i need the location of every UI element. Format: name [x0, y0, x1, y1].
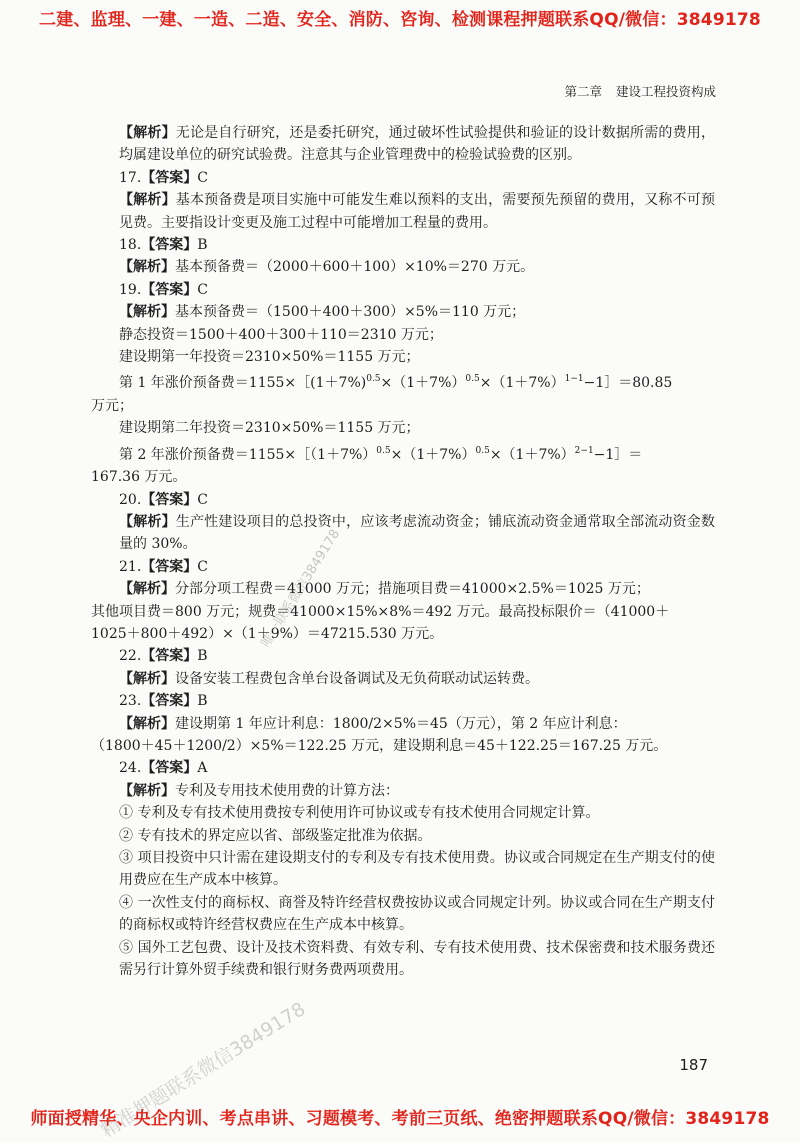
line-text: 第 2 年涨价预备费$=1155\times[(1+7\%)^{0.5}\times(1+7\%)^{0.5}\times(1+7\%)^{2-1}-1]=$ — [119, 445, 643, 463]
line-text: ③ 项目投资中只计需在建设期支付的专利及专有技术使用费。协议或合同规定在生产期支付的使用费应在生产成本中核算。 — [119, 850, 715, 889]
text-line — [91, 757, 715, 779]
analysis-label: 【解析】 — [119, 513, 176, 530]
answer-label: 【答案】 — [141, 558, 198, 575]
analysis-label: 【解析】 — [119, 125, 176, 141]
line-text: 专利及专用技术使用费的计算方法： — [175, 782, 399, 799]
analysis-label: 【解析】 — [119, 670, 175, 687]
text-line — [91, 440, 715, 466]
question-number: 19. — [119, 281, 142, 298]
question-number: 18. — [119, 237, 142, 254]
text-line — [91, 189, 715, 234]
line-text: B — [197, 648, 208, 665]
line-text: C — [197, 281, 208, 298]
line-text: C — [197, 558, 208, 575]
line-text: B — [197, 237, 208, 254]
text-line — [91, 780, 715, 802]
running-head — [564, 82, 716, 100]
line-text: 无论是自行研究，还是委托研究，通过破坏性试验提供和验证的设计数据所需的费用，均属建设单位的研究试验费。注意其与企业管理费中的检验试验费的区别。 — [119, 125, 715, 164]
line-text: 万元； — [91, 397, 133, 414]
text-line — [91, 556, 715, 578]
text-line — [91, 167, 715, 189]
line-text: 建设期第一年投资＝2310×50%＝1155 万元； — [119, 349, 420, 366]
line-text: 1025＋800＋492）×（1＋9%）＝47215.530 万元。 — [91, 625, 444, 642]
text-line — [91, 395, 715, 417]
question-number: 17. — [119, 169, 142, 186]
line-text: 生产性建设项目的总投资中，应该考虑流动资金；铺底流动资金通常取全部流动资金数量的 30%。 — [119, 513, 715, 553]
line-text: A — [197, 760, 208, 777]
document-body — [91, 122, 715, 981]
text-line — [91, 122, 715, 167]
line-text: 设备安装工程费包含单台设备调试及无负荷联动试运转费。 — [175, 670, 539, 687]
text-line — [91, 601, 715, 623]
watermark-text: 唯一联系微信3849178 — [258, 526, 344, 651]
text-line — [91, 847, 715, 892]
text-line — [91, 466, 715, 488]
question-number: 22. — [119, 648, 142, 665]
text-line — [91, 645, 715, 667]
line-text: 静态投资＝1500＋400＋300＋110＝2310 万元； — [119, 326, 443, 343]
line-text: 基本预备费＝（2000＋600＋100）×10%＝270 万元。 — [175, 259, 535, 276]
text-line — [91, 623, 715, 645]
question-number: 23. — [119, 693, 142, 710]
text-line — [91, 690, 715, 712]
text-line — [91, 802, 715, 824]
analysis-label: 【解析】 — [119, 782, 175, 799]
line-text: ④ 一次性支付的商标权、商誉及特许经营权费按协议或合同规定计列。协议或合同在生产期支付的商标权或特许经营权费应在生产成本中核算。 — [119, 894, 715, 934]
text-line — [91, 301, 715, 323]
text-line — [91, 668, 715, 690]
line-text: （1800＋45＋1200/2）×5%＝122.25 万元，建设期利息＝45＋122.25＝167.25 万元。 — [91, 737, 668, 754]
answer-label: 【答案】 — [141, 169, 198, 186]
line-text: 167.36 万元。 — [91, 469, 187, 486]
line-text: 分部分项工程费＝41000 万元；措施项目费＝41000×2.5%＝1025 万元； — [175, 581, 650, 598]
text-line — [91, 324, 715, 346]
bottom-banner: 师面授精华、央企内训、考点串讲、习题模考、考前三页纸、绝密押题联系QQ/微信：3849178 — [30, 1109, 770, 1129]
question-number: 20. — [119, 491, 142, 508]
answer-label: 【答案】 — [141, 491, 198, 508]
page-number: 187 — [679, 1056, 708, 1074]
analysis-label: 【解析】 — [119, 715, 175, 732]
line-text: ⑤ 国外工艺包费、设计及技术资料费、有效专利、专有技术使用费、技术保密费和技术服务费还需另行计算外贸手续费和银行财务费两项费用。 — [119, 939, 715, 979]
line-text: ① 专利及专有技术使用费按专利使用许可协议或专有技术使用合同规定计算。 — [119, 805, 600, 822]
text-line — [91, 825, 715, 847]
analysis-label: 【解析】 — [119, 581, 175, 598]
text-line — [91, 417, 715, 439]
text-line — [91, 234, 715, 256]
answer-label: 【答案】 — [141, 237, 198, 254]
watermark-text-bottom: 精准押题联系微信3849178 — [97, 998, 310, 1143]
top-banner: 二建、监理、一建、一造、二造、安全、消防、咨询、检测课程押题联系QQ/微信：3849178 — [39, 10, 761, 30]
line-text: ② 专有技术的界定应以省、部级鉴定批准为依据。 — [119, 827, 432, 844]
answer-label: 【答案】 — [141, 693, 198, 710]
text-line — [91, 279, 715, 301]
line-text: B — [197, 693, 208, 710]
text-line — [91, 892, 715, 937]
question-number: 21. — [119, 558, 142, 575]
line-text: C — [197, 491, 208, 508]
text-line — [91, 256, 715, 278]
answer-label: 【答案】 — [141, 281, 198, 298]
question-number: 24. — [119, 760, 142, 777]
text-line — [91, 346, 715, 368]
line-text: 其他项目费＝800 万元；规费＝41000×15%×8%＝492 万元。最高投标限价＝（41000＋ — [91, 603, 670, 620]
line-text: 基本预备费＝（1500＋400＋300）×5%＝110 万元； — [175, 304, 526, 321]
line-text: 基本预备费是项目实施中可能发生难以预料的支出，需要预先预留的费用，又称不可预见费。主要指设计变更及施工过程中可能增加工程量的费用。 — [119, 192, 715, 231]
answer-label: 【答案】 — [141, 648, 198, 665]
analysis-label: 【解析】 — [119, 304, 175, 321]
text-line — [91, 937, 715, 982]
line-text: C — [197, 169, 208, 186]
chapter-title: 建设工程投资构成 — [615, 84, 716, 99]
text-line — [91, 713, 715, 735]
line-text: 建设期第 1 年应计利息：1800/2×5%＝45（万元），第 2 年应计利息： — [175, 715, 627, 732]
line-text: 建设期第二年投资＝2310×50%＝1155 万元； — [119, 420, 420, 437]
text-line — [91, 578, 715, 600]
analysis-label: 【解析】 — [119, 259, 175, 276]
text-line — [91, 735, 715, 757]
text-line — [91, 511, 715, 556]
analysis-label: 【解析】 — [119, 192, 176, 209]
line-text: 第 1 年涨价预备费$=1155\times[(1+7\%)^{0.5}\times(1+7\%)^{0.5}\times(1+7\%)^{1-1}-1]=80.85$ — [119, 374, 673, 392]
chapter-number: 第二章 — [564, 84, 602, 99]
text-line — [91, 368, 715, 394]
answer-label: 【答案】 — [141, 760, 198, 777]
text-line — [91, 489, 715, 511]
